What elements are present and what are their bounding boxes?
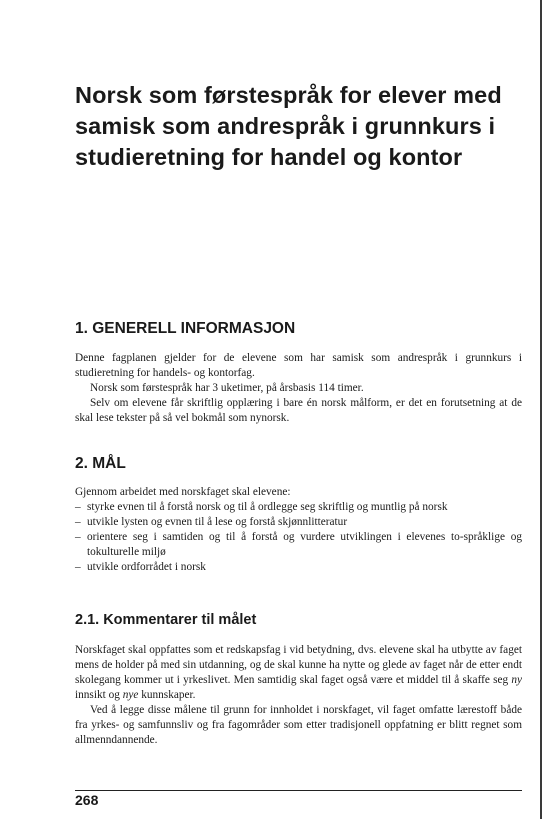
section-heading-comments: 2.1. Kommentarer til målet — [75, 612, 257, 628]
section-heading-general-info: 1. GENERELL INFORMASJON — [75, 320, 296, 337]
list-item: – orientere seg i samtiden og til å forstå og vurdere utviklingen i elevenes to-språklige og tokulturelle miljø — [75, 530, 522, 560]
paragraph: Norsk som førstespråk har 3 uketimer, på årsbasis 114 timer. — [90, 382, 364, 394]
page-content — [75, 80, 522, 746]
paragraph: Selv om elevene får skriftlig opplæring i bare én norsk målform, er det en forutsetning at de skal lese tekster på så vel bokmål som nynorsk. — [75, 397, 522, 424]
list-item: – styrke evnen til å forstå norsk og til å ordlegge seg skriftlig og muntlig på norsk — [75, 500, 522, 515]
text-run: innsikt og — [75, 689, 123, 701]
section-heading-goals: 2. MÅL — [75, 455, 126, 472]
page-number: 268 — [75, 792, 99, 808]
emphasis: nye — [122, 689, 139, 701]
section-general-info-body — [75, 351, 522, 426]
paragraph: Ved å legge disse målene til grunn for innholdet i norskfaget, vil faget omfatte lærestoff både fra yrkes- og samfunnsliv og fra fagområder som etter tradisjonell oppfatning er blitt regnet som allmenndannende. — [75, 704, 522, 746]
list-item: – utvikle ordforrådet i norsk — [75, 560, 522, 575]
section-goals-body — [75, 485, 522, 575]
list-item: – utvikle lysten og evnen til å lese og forstå skjønnlitteratur — [75, 515, 522, 530]
footer-rule — [75, 790, 522, 791]
text-run: kunnskaper. — [138, 689, 196, 701]
goals-intro: Gjennom arbeidet med norskfaget skal elevene: — [75, 486, 291, 498]
emphasis: ny — [511, 674, 522, 686]
section-comments-body — [75, 643, 522, 748]
document-title: Norsk som førstespråk for elever med samisk som andrespråk i grunnkurs i studieretning for handel og kontor — [75, 82, 502, 170]
paragraph — [75, 643, 522, 703]
text-run: Norskfaget skal oppfattes som et redskapsfag i vid betydning, dvs. elevene skal ha utbytte av faget mens de holder på med sin utdanning, og de skal kunne ha nytte og glede av faget når de etter endt skolegang kommer ut i yrkeslivet. Men samtidig skal faget også være et middel til å skaffe seg — [75, 644, 522, 686]
goals-list — [75, 500, 522, 575]
paragraph: Denne fagplanen gjelder for de elevene som har samisk som andrespråk i grunnkurs i studieretning for handels- og kontorfag. — [75, 352, 522, 379]
